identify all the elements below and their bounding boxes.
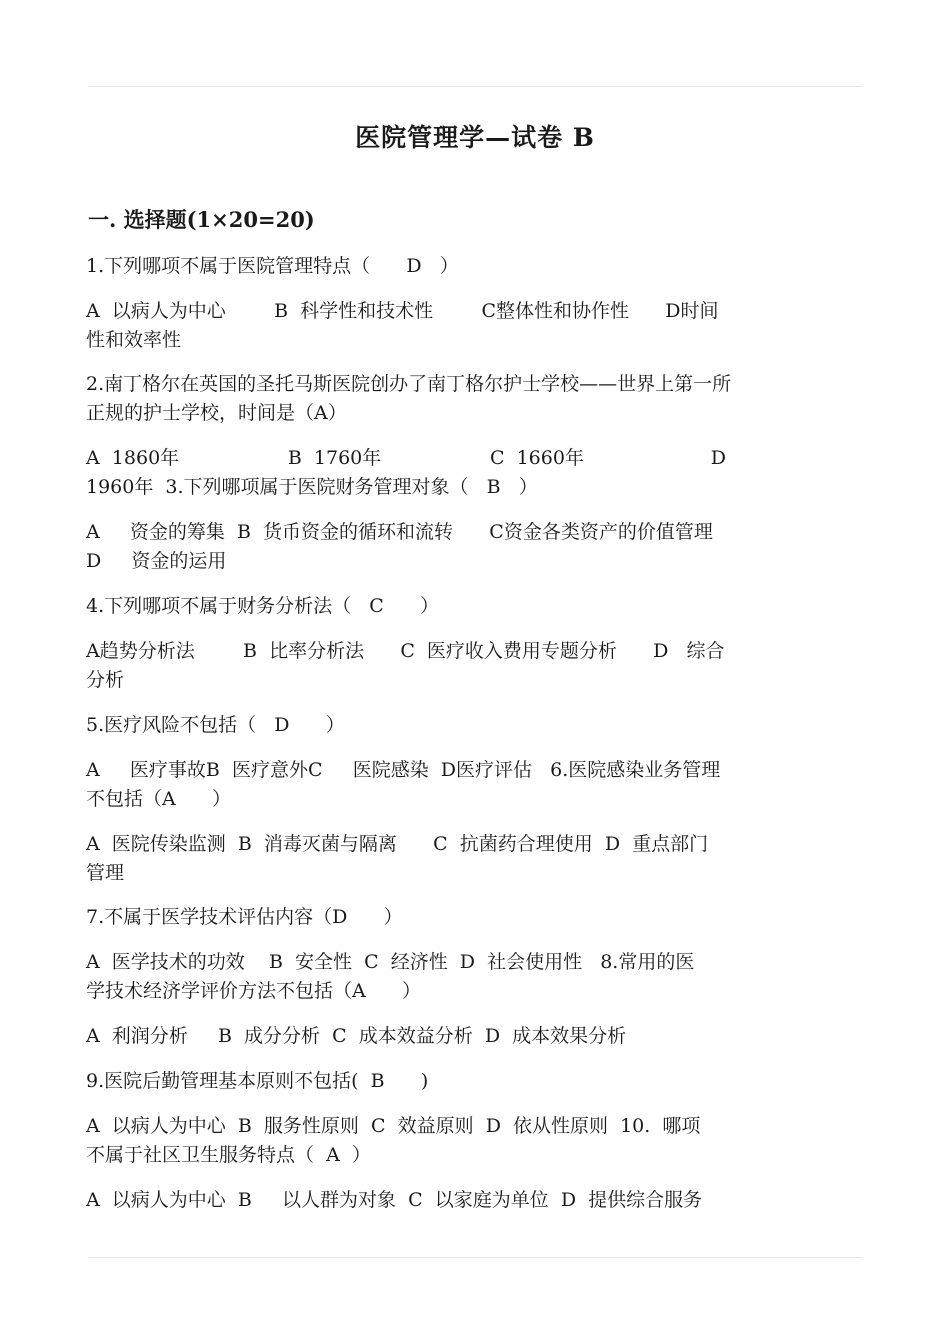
options-line: A 以病人为中心 B 科学性和技术性 C整体性和协作性 D时间 <box>86 300 719 322</box>
options-line: 性和效率性 <box>86 329 182 351</box>
question-line: 9.医院后勤管理基本原则不包括( B ) <box>86 1070 429 1092</box>
question-line: 学技术经济学评价方法不包括（A ） <box>86 980 421 1002</box>
question-line: 1.下列哪项不属于医院管理特点（ D ） <box>86 255 459 277</box>
options-line: 1960年 3.下列哪项属于医院财务管理对象（ B ） <box>86 476 538 498</box>
options-line: A 医院传染监测 B 消毒灭菌与隔离 C 抗菌药合理使用 D 重点部门 <box>86 833 709 855</box>
question-line: 正规的护士学校，时间是（A） <box>86 402 347 424</box>
options-line: A 医疗事故B 医疗意外C 医院感染 D医疗评估 6.医院感染业务管理 <box>86 759 721 781</box>
question-line: 4.下列哪项不属于财务分析法（ C ） <box>86 595 440 617</box>
question-line: 不属于社区卫生服务特点（ A ） <box>86 1144 371 1166</box>
question-line: 7.不属于医学技术评估内容（D ） <box>86 906 403 928</box>
options-line: 分析 <box>86 669 125 691</box>
options-line: D 资金的运用 <box>86 550 227 572</box>
options-line: A趋势分析法 B 比率分析法 C 医疗收入费用专题分析 D 综合 <box>86 640 725 662</box>
options-line: A 资金的筹集 B 货币资金的循环和流转 C资金各类资产的价值管理 <box>86 521 713 543</box>
options-line: A 医学技术的功效 B 安全性 C 经济性 D 社会使用性 8.常用的医 <box>86 951 695 973</box>
options-line: 管理 <box>86 862 125 884</box>
options-line: A 利润分析 B 成分分析 C 成本效益分析 D 成本效果分析 <box>86 1025 627 1047</box>
footer-rule <box>88 1257 862 1258</box>
options-line: A 以病人为中心 B 服务性原则 C 效益原则 D 依从性原则 10. 哪项 <box>86 1115 701 1137</box>
section-heading: 一. 选择题(1×20=20) <box>88 207 315 232</box>
question-line: 2.南丁格尔在英国的圣托马斯医院创办了南丁格尔护士学校——世界上第一所 <box>86 373 732 395</box>
question-line: 5.医疗风险不包括（ D ） <box>86 714 345 736</box>
options-line: A 1860年 B 1760年 C 1660年 D <box>86 447 727 469</box>
header-rule <box>88 86 862 87</box>
page-title: 医院管理学—试卷 B <box>355 123 595 152</box>
question-line: 不包括（A ） <box>86 788 231 810</box>
options-line: A 以病人为中心 B 以人群为对象 C 以家庭为单位 D 提供综合服务 <box>86 1189 703 1211</box>
